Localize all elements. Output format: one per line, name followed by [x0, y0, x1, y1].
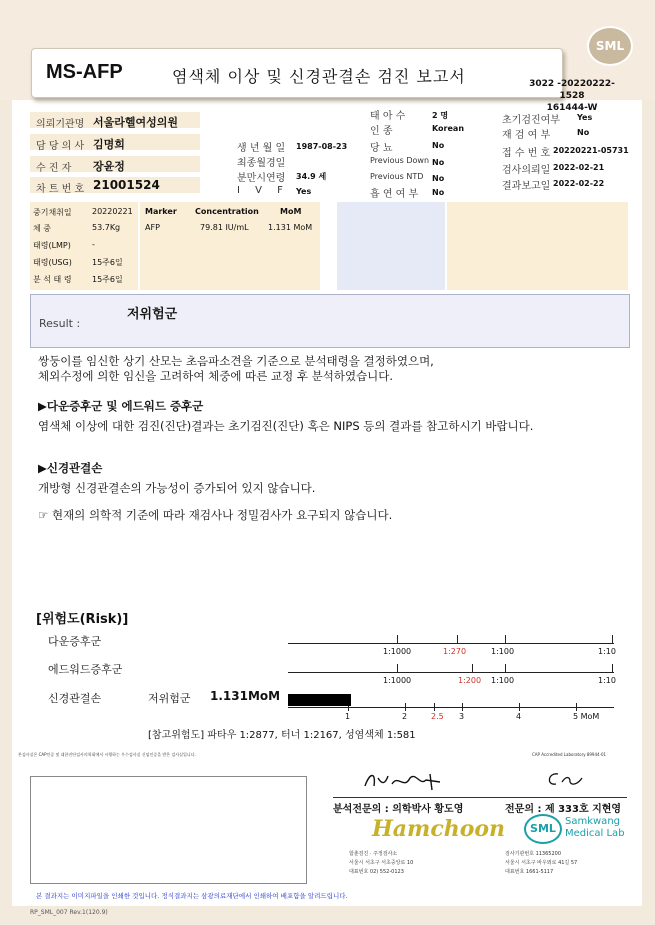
risk-ntd-mom: 1.131MoM: [210, 689, 281, 703]
receipt-label: 접 수 번 호: [502, 148, 551, 159]
ivf-label: I V F: [237, 185, 289, 196]
down-scale-tick: [505, 635, 506, 643]
footer-note: 본검사실은 CAP인증 및 대한진단검사의학회에서 시행하는 우수검사실 신임인증을 받은 검사실입니다.: [18, 752, 196, 757]
prevntd-label: Previous NTD: [370, 172, 424, 181]
reqdate-value: 2022-02-21: [553, 163, 605, 172]
mom-value: 1.131 MoM: [268, 223, 313, 232]
measure-row-label: 분 석 태 령: [33, 275, 72, 284]
down-scale-line: [288, 643, 614, 644]
race-label: 인 종: [370, 126, 393, 137]
doctor-label: 담 당 의 사: [36, 141, 85, 152]
comment-p1b: 체외수정에 의한 임신을 고려하여 체중에 따른 교정 후 분석하였습니다.: [38, 369, 394, 383]
age-label: 분만시연령: [237, 173, 286, 184]
result-value: 저위험군: [127, 307, 178, 322]
comment-p3: 개방형 신경관결손의 가능성이 증가되어 있지 않습니다.: [38, 481, 316, 495]
conc-header: Concentration: [195, 207, 259, 216]
comment-p4: ☞ 현재의 의학적 기준에 따라 재검사나 정밀검사가 요구되지 않습니다.: [38, 508, 393, 522]
report-id: 3022 -20220222-1528 161444-W: [529, 79, 615, 113]
measure-row-label: 중기채취일: [33, 208, 72, 217]
title-box: [31, 48, 563, 98]
risk-ntd-label: 신경관결손: [48, 692, 102, 705]
result-label: Result :: [39, 317, 81, 330]
sml-logo: SML: [587, 26, 633, 66]
lmp-label: 최종월경일: [237, 158, 286, 169]
prevntd-value: No: [432, 174, 445, 183]
risk-title: [위험도(Risk)]: [36, 612, 129, 627]
ntd-scale-tick: [462, 703, 463, 711]
sml-name-1: Samkwang: [565, 816, 620, 827]
extra-grid-cream: [447, 202, 628, 290]
signature-1: [360, 768, 460, 794]
form-code: RP_SML_007 Rev.1(120.9): [30, 909, 108, 916]
reqdate-label: 검사의뢰일: [502, 165, 551, 176]
measure-row-label: 태령(LMP): [33, 241, 71, 250]
sml-name-2: Medical Lab: [565, 828, 625, 839]
edwards-scale-tick: [397, 664, 398, 672]
signature-2: [540, 768, 590, 790]
signature-caption-2: 전문의 : 제 333호 지현영: [505, 804, 622, 815]
prevdown-value: No: [432, 158, 445, 167]
fetus-label: 태 아 수: [370, 111, 406, 122]
measure-row-value: 15주6일: [92, 258, 123, 267]
down-scale-tick: [397, 635, 398, 643]
ntd-scale-tick-label: 2.5: [431, 712, 444, 721]
ntd-scale-tick-label: 2: [402, 712, 408, 721]
edwards-scale-line: [288, 672, 614, 673]
first-value: Yes: [577, 113, 593, 122]
mom-header: MoM: [280, 207, 302, 216]
comment-p2: 염색체 이상에 대한 검진(진단)결과는 초기검진(진단) 혹은 NIPS 등의 결과를 참고하시기 바랍니다.: [38, 419, 534, 433]
extra-grid-blue: [337, 202, 445, 290]
signature-line-2: [497, 797, 627, 798]
ntd-mom-bar: [288, 694, 351, 706]
ntd-scale-tick-label: 5 MoM: [573, 712, 600, 721]
doctor-value: 김명희: [93, 138, 125, 151]
measure-row-label: 태령(USG): [33, 258, 72, 267]
hamchoon-logo: Hamchoon: [372, 816, 506, 842]
address-2: 검사기관번호 11365200 서울시 서초구 바우뫼로 41길 57 대표번호 1661-5117: [505, 851, 578, 875]
comment-heading-down: ▶다운증후군 및 에드워드 증후군: [38, 399, 204, 413]
edwards-scale-tick: [472, 664, 473, 672]
dob-label: 생 년 월 일: [237, 143, 286, 154]
ivf-value: Yes: [296, 187, 312, 196]
chart-value: 21001524: [93, 178, 160, 192]
cap-note: CAP Accredited Laboratory 89944-01: [532, 752, 607, 757]
down-scale-tick-label: 1:10: [598, 647, 616, 656]
risk-ntd-result: 저위험군: [148, 692, 191, 705]
race-value: Korean: [432, 124, 465, 133]
disclaimer: 본 결과지는 이미지파일을 인쇄한 것입니다. 정식결과지는 삼광의료재단에서 인쇄하여 배포함을 알려드립니다.: [36, 892, 348, 900]
smoke-value: No: [432, 188, 445, 197]
diabetes-label: 당 뇨: [370, 143, 393, 154]
ntd-scale-tick: [405, 703, 406, 711]
ntd-scale-tick: [519, 703, 520, 711]
sml-footer-logo: SML: [524, 814, 562, 844]
measure-row-value: 15주6일: [92, 275, 123, 284]
down-scale-tick: [457, 635, 458, 643]
risk-edwards-label: 에드워드증후군: [48, 663, 123, 676]
age-value: 34.9 세: [296, 172, 327, 181]
ntd-scale-tick: [434, 703, 435, 711]
down-scale-tick: [612, 635, 613, 643]
edwards-scale-tick-label: 1:1000: [383, 676, 412, 685]
measure-row-value: 53.7Kg: [92, 223, 121, 232]
ntd-scale-tick-label: 1: [345, 712, 351, 721]
measure-row-value: 20220221: [92, 207, 133, 216]
resdate-value: 2022-02-22: [553, 179, 605, 188]
measure-row-value: -: [92, 240, 95, 249]
report-code: MS-AFP: [46, 61, 123, 83]
examinee-label: 수 진 자: [36, 163, 72, 174]
resdate-label: 결과보고일: [502, 181, 551, 192]
retest-label: 재 검 여 부: [502, 130, 551, 141]
first-label: 초기검진여부: [502, 115, 560, 126]
chart-label: 차 트 번 호: [36, 184, 85, 195]
result-box: [30, 294, 630, 348]
ntd-scale-tick: [576, 703, 577, 711]
risk-down-label: 다운증후군: [48, 635, 102, 648]
address-1: 함춘검진 · 주정검사소 서울시 서초구 서초중앙로 10 대표번호 02) 552-0123: [349, 851, 414, 875]
fetus-value: 2 명: [432, 111, 449, 120]
ntd-scale-tick-label: 3: [459, 712, 465, 721]
receipt-value: 20220221-05731: [553, 146, 629, 155]
report-title: 염색체 이상 및 신경관결손 검진 보고서: [172, 67, 466, 86]
institution-label: 의뢰기관명: [36, 119, 85, 130]
down-scale-tick-label: 1:270: [443, 647, 467, 656]
footer-empty-box: [30, 776, 307, 884]
marker-value: AFP: [145, 223, 160, 232]
examinee-value: 장윤정: [93, 160, 125, 173]
edwards-scale-tick-label: 1:100: [491, 676, 515, 685]
institution-value: 서울라헬여성의원: [93, 116, 179, 129]
edwards-scale-tick-label: 1:200: [458, 676, 482, 685]
down-scale-tick-label: 1:100: [491, 647, 515, 656]
edwards-scale-tick: [505, 664, 506, 672]
signature-line-1: [333, 797, 503, 798]
ntd-scale-tick-label: 4: [516, 712, 522, 721]
measure-row-label: 체 중: [33, 224, 51, 233]
risk-reference: [참고위험도] 파타우 1:2877, 터너 1:2167, 성염색체 1:581: [148, 730, 416, 741]
comment-p1a: 쌍둥이를 임신한 상기 산모는 초음파소견을 기준으로 분석태령을 결정하였으며,: [38, 354, 434, 368]
marker-header: Marker: [145, 207, 177, 216]
signature-caption-1: 분석전문의 : 의학박사 황도영: [333, 804, 464, 815]
conc-value: 79.81 IU/mL: [200, 223, 249, 232]
diabetes-value: No: [432, 141, 445, 150]
comment-heading-ntd: ▶신경관결손: [38, 461, 103, 475]
smoke-label: 흡 연 여 부: [370, 189, 419, 200]
down-scale-tick-label: 1:1000: [383, 647, 412, 656]
edwards-scale-tick: [612, 664, 613, 672]
dob-value: 1987-08-23: [296, 142, 348, 151]
prevdown-label: Previous Down: [370, 156, 430, 165]
ntd-scale-line: [288, 707, 614, 708]
edwards-scale-tick-label: 1:10: [598, 676, 616, 685]
retest-value: No: [577, 128, 590, 137]
